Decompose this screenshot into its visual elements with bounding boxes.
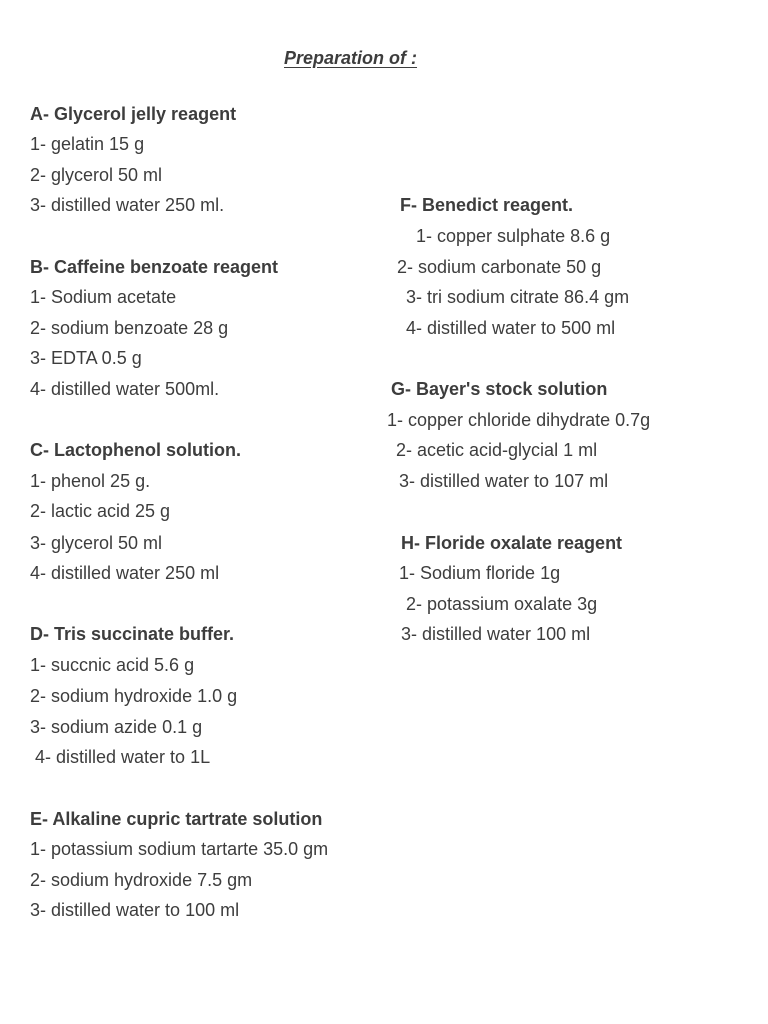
list-item: 2- acetic acid-glycial 1 ml bbox=[396, 440, 598, 460]
list-item: 2- sodium carbonate 50 g bbox=[397, 257, 602, 277]
list-item: 1- gelatin 15 g bbox=[30, 134, 145, 154]
section-heading-a: A- Glycerol jelly reagent bbox=[30, 104, 237, 124]
list-item: 3- glycerol 50 ml bbox=[30, 533, 163, 553]
list-item: 1- Sodium floride 1g bbox=[399, 563, 561, 583]
section-heading-f: F- Benedict reagent. bbox=[400, 195, 574, 215]
list-item: 4- distilled water to 500 ml bbox=[406, 318, 616, 338]
list-item: 4- distilled water to 1L bbox=[35, 747, 211, 767]
section-heading-d: D- Tris succinate buffer. bbox=[30, 624, 235, 644]
list-item: 1- Sodium acetate bbox=[30, 287, 177, 307]
list-item: 3- EDTA 0.5 g bbox=[30, 348, 142, 368]
list-item: 1- succnic acid 5.6 g bbox=[30, 655, 195, 675]
list-item: 1- phenol 25 g. bbox=[30, 471, 151, 491]
section-heading-e: E- Alkaline cupric tartrate solution bbox=[30, 809, 323, 829]
list-item: 3- distilled water 250 ml. bbox=[30, 195, 225, 215]
list-item: 4- distilled water 250 ml bbox=[30, 563, 220, 583]
list-item: 1- copper chloride dihydrate 0.7g bbox=[387, 410, 651, 430]
list-item: 2- glycerol 50 ml bbox=[30, 165, 163, 185]
list-item: 2- sodium benzoate 28 g bbox=[30, 318, 229, 338]
section-heading-h: H- Floride oxalate reagent bbox=[401, 533, 623, 553]
list-item: 3- sodium azide 0.1 g bbox=[30, 717, 203, 737]
section-heading-b: B- Caffeine benzoate reagent bbox=[30, 257, 279, 277]
list-item: 3- distilled water to 107 ml bbox=[399, 471, 609, 491]
list-item: 3- distilled water 100 ml bbox=[401, 624, 591, 644]
list-item: 1- potassium sodium tartarte 35.0 gm bbox=[30, 839, 329, 859]
list-item: 2- lactic acid 25 g bbox=[30, 501, 171, 521]
section-heading-c: C- Lactophenol solution. bbox=[30, 440, 241, 460]
list-item: 2- potassium oxalate 3g bbox=[406, 594, 598, 614]
list-item: 4- distilled water 500ml. bbox=[30, 379, 220, 399]
list-item: 1- copper sulphate 8.6 g bbox=[416, 226, 611, 246]
list-item: 2- sodium hydroxide 7.5 gm bbox=[30, 870, 253, 890]
section-heading-g: G- Bayer's stock solution bbox=[391, 379, 608, 399]
list-item: 3- tri sodium citrate 86.4 gm bbox=[406, 287, 630, 307]
list-item: 3- distilled water to 100 ml bbox=[30, 900, 240, 920]
list-item: 2- sodium hydroxide 1.0 g bbox=[30, 686, 238, 706]
page-title: Preparation of : bbox=[284, 48, 418, 68]
